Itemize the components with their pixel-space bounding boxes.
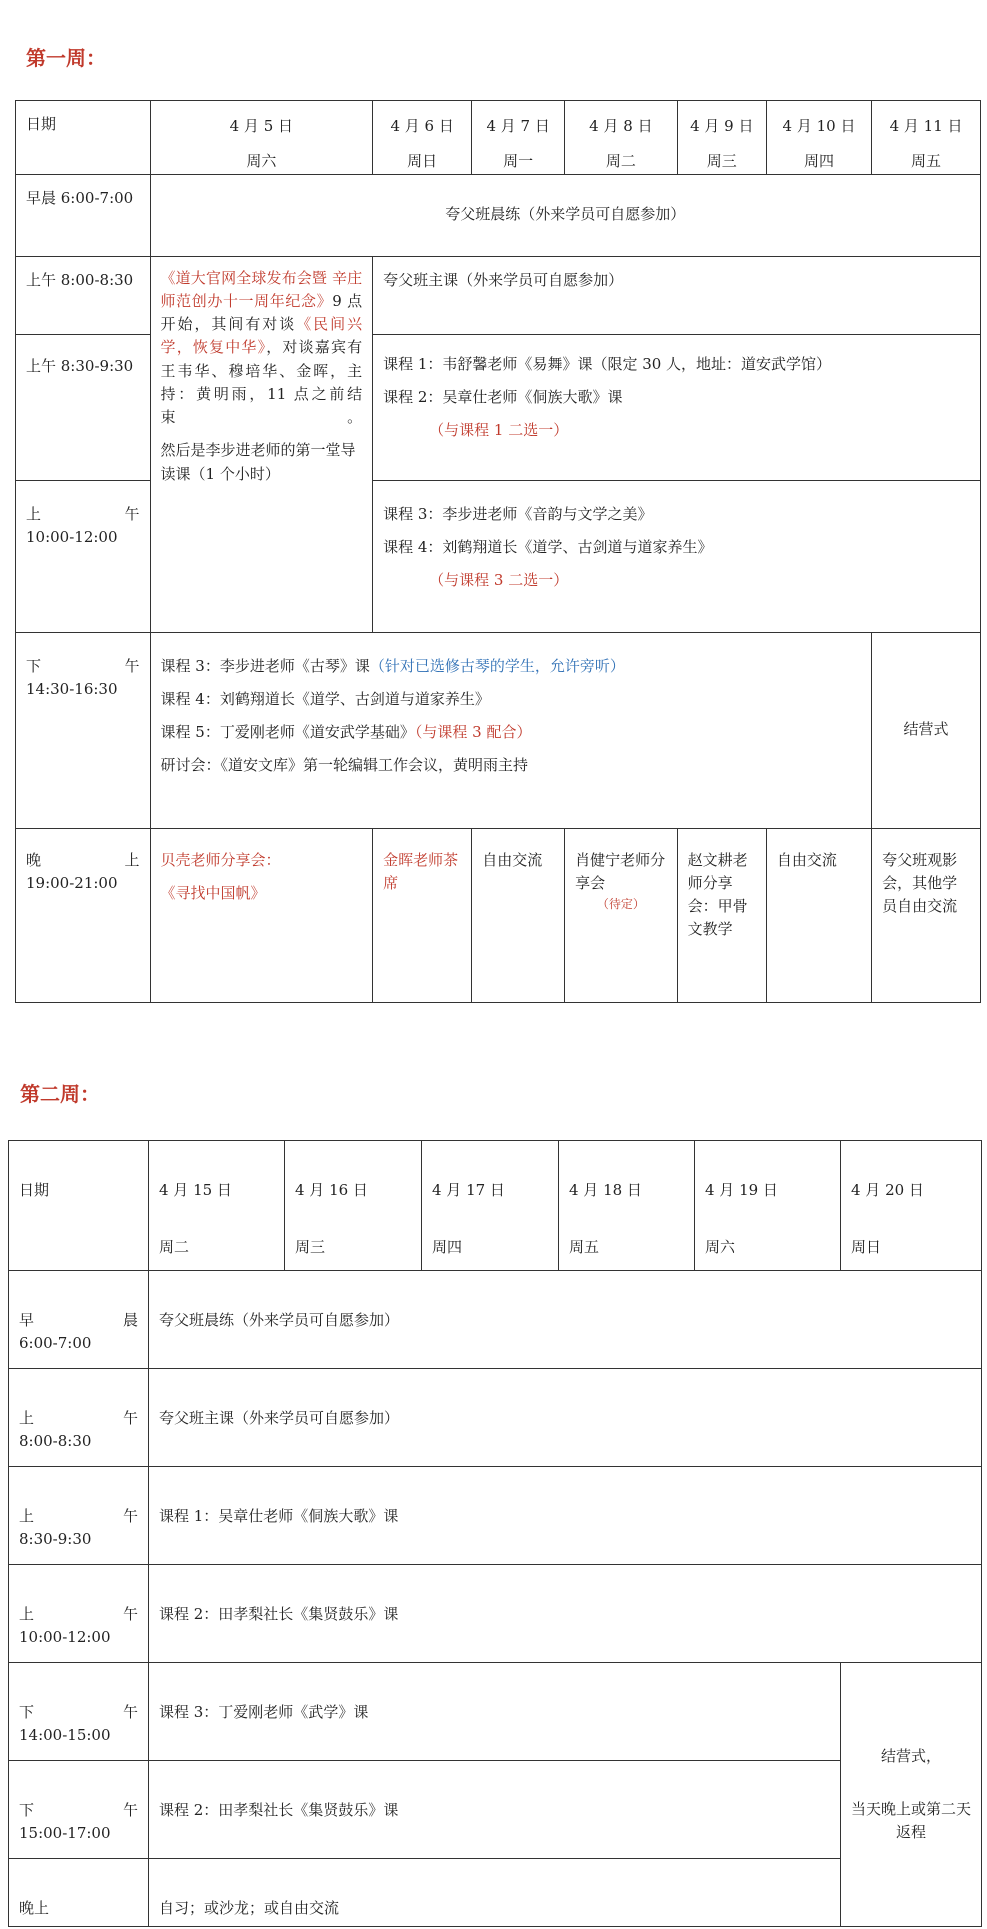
time-label: 早晨 6:00-7:00 [16, 174, 151, 256]
apr10-free: 自由交流 [766, 828, 871, 1002]
time-label: 下 午 15:00-17:00 [9, 1761, 149, 1859]
week2-row [9, 1761, 982, 1859]
week2-row [9, 1369, 982, 1467]
date-header: 日期 [16, 101, 151, 175]
date-cell: 4 月 7 日 周一 [472, 101, 565, 175]
date-cell: 4 月 16 日 周三 [285, 1141, 422, 1271]
time-label: 晚上 [9, 1859, 149, 1927]
launch-event-title: 《道大官网全球发布会暨 辛庄师范创办十一周年纪念》 [160, 268, 363, 310]
week2-row [9, 1565, 982, 1663]
apr11-film: 夸父班观影会，其他学员自由交流 [872, 828, 981, 1002]
week2-schedule-table [8, 1140, 982, 1927]
week1-0800-row [16, 256, 981, 334]
closing-ceremony: 结营式 [872, 632, 981, 828]
week2-row [9, 1271, 982, 1369]
course-options-0830: 课程 1：韦舒馨老师《易舞》课（限定 30 人，地址：道安武学馆） 课程 2：吴章仕老师《侗族大歌》课 （与课程 1 二选一） [373, 334, 981, 480]
row-content: 课程 2：田孝梨社长《集贤鼓乐》课 [149, 1565, 982, 1663]
apr9-share: 赵文耕老师分享会：甲骨文教学 [677, 828, 766, 1002]
date-cell: 4 月 10 日 周四 [766, 101, 871, 175]
time-label: 下 午 14:30-16:30 [16, 632, 151, 828]
date-cell: 4 月 6 日 周日 [373, 101, 472, 175]
date-cell: 4 月 15 日 周二 [149, 1141, 285, 1271]
week1-evening-row [16, 828, 981, 1002]
time-label: 下 午 14:00-15:00 [9, 1663, 149, 1761]
date-cell: 4 月 17 日 周四 [422, 1141, 559, 1271]
date-cell: 4 月 9 日 周三 [677, 101, 766, 175]
row-content: 课程 2：田孝梨社长《集贤鼓乐》课 [149, 1761, 841, 1859]
time-label: 早 晨 6:00-7:00 [9, 1271, 149, 1369]
main-class: 夸父班主课（外来学员可自愿参加） [373, 256, 981, 334]
week2-title: 第二周： [20, 1082, 100, 1106]
first-lecture-note: 然后是李步进老师的第一堂导读课（1 个小时） [160, 441, 356, 483]
time-label: 上 午 8:30-9:30 [9, 1467, 149, 1565]
row-content: 课程 1：吴章仕老师《侗族大歌》课 [149, 1467, 982, 1565]
dialogue-title: 《民间兴学，恢复中华》 [160, 315, 363, 357]
week1-morning-row [16, 174, 981, 256]
week2-row [9, 1663, 982, 1761]
row-content: 夸父班主课（外来学员可自愿参加） [149, 1369, 982, 1467]
time-label: 上 午 10:00-12:00 [16, 480, 151, 632]
week2-row [9, 1467, 982, 1565]
week1-date-row [16, 101, 981, 175]
course-options-1000: 课程 3：李步进老师《音韵与文学之美》 课程 4：刘鹤翔道长《道学、古剑道与道家养生》 （与课程 3 二选一） [373, 480, 981, 632]
row-content: 课程 3：丁爱刚老师《武学》课 [149, 1663, 841, 1761]
apr5-evening-share: 贝壳老师分享会： 《寻找中国帆》 [150, 828, 373, 1002]
time-label: 上 午 10:00-12:00 [9, 1565, 149, 1663]
morning-exercise: 夸父班晨练（外来学员可自愿参加） [150, 174, 980, 256]
afternoon-courses: 课程 3：李步进老师《古琴》课（针对已选修古琴的学生，允许旁听） 课程 4：刘鹤翔道长《道学、古剑道与道家养生》 课程 5：丁爱刚老师《道安武学基础》（与课程 3 配合） 研讨会：《道安文库》第一轮编辑工作会议，黄明雨主持 [150, 632, 872, 828]
week2-row [9, 1859, 982, 1927]
date-cell: 4 月 20 日 周日 [841, 1141, 982, 1271]
week2-date-row [9, 1141, 982, 1271]
week1-schedule-table [15, 100, 981, 1003]
date-cell: 4 月 5 日 周六 [150, 101, 373, 175]
time-label: 晚 上 19:00-21:00 [16, 828, 151, 1002]
date-cell: 4 月 11 日 周五 [872, 101, 981, 175]
row-content: 夸父班晨练（外来学员可自愿参加） [149, 1271, 982, 1369]
week1-title: 第一周： [26, 46, 106, 70]
date-cell: 4 月 19 日 周六 [695, 1141, 841, 1271]
apr5-morning-events: 《道大官网全球发布会暨 辛庄师范创办十一周年纪念》9 点开始，其间有对谈《民间兴学，恢复中华》，对谈嘉宾有王韦华、穆培华、金晖，主持：黄明雨，11 点之前结束。 然后是李步进老师的第一堂导读课（1 个小时） [150, 256, 373, 632]
week1-afternoon-row [16, 632, 981, 828]
apr7-free: 自由交流 [472, 828, 565, 1002]
apr6-tea: 金晖老师茶席 [373, 828, 472, 1002]
time-label: 上 午 8:00-8:30 [9, 1369, 149, 1467]
apr8-share: 肖健宁老师分享会 （待定） [565, 828, 678, 1002]
date-cell: 4 月 18 日 周五 [559, 1141, 695, 1271]
row-content: 自习；或沙龙；或自由交流 [149, 1859, 841, 1927]
time-label: 上午 8:00-8:30 [16, 256, 151, 334]
week2-closing-ceremony: 结营式， 当天晚上或第二天返程 [841, 1663, 982, 1927]
time-label: 上午 8:30-9:30 [16, 334, 151, 480]
date-cell: 4 月 8 日 周二 [565, 101, 678, 175]
date-header: 日期 [9, 1141, 149, 1271]
